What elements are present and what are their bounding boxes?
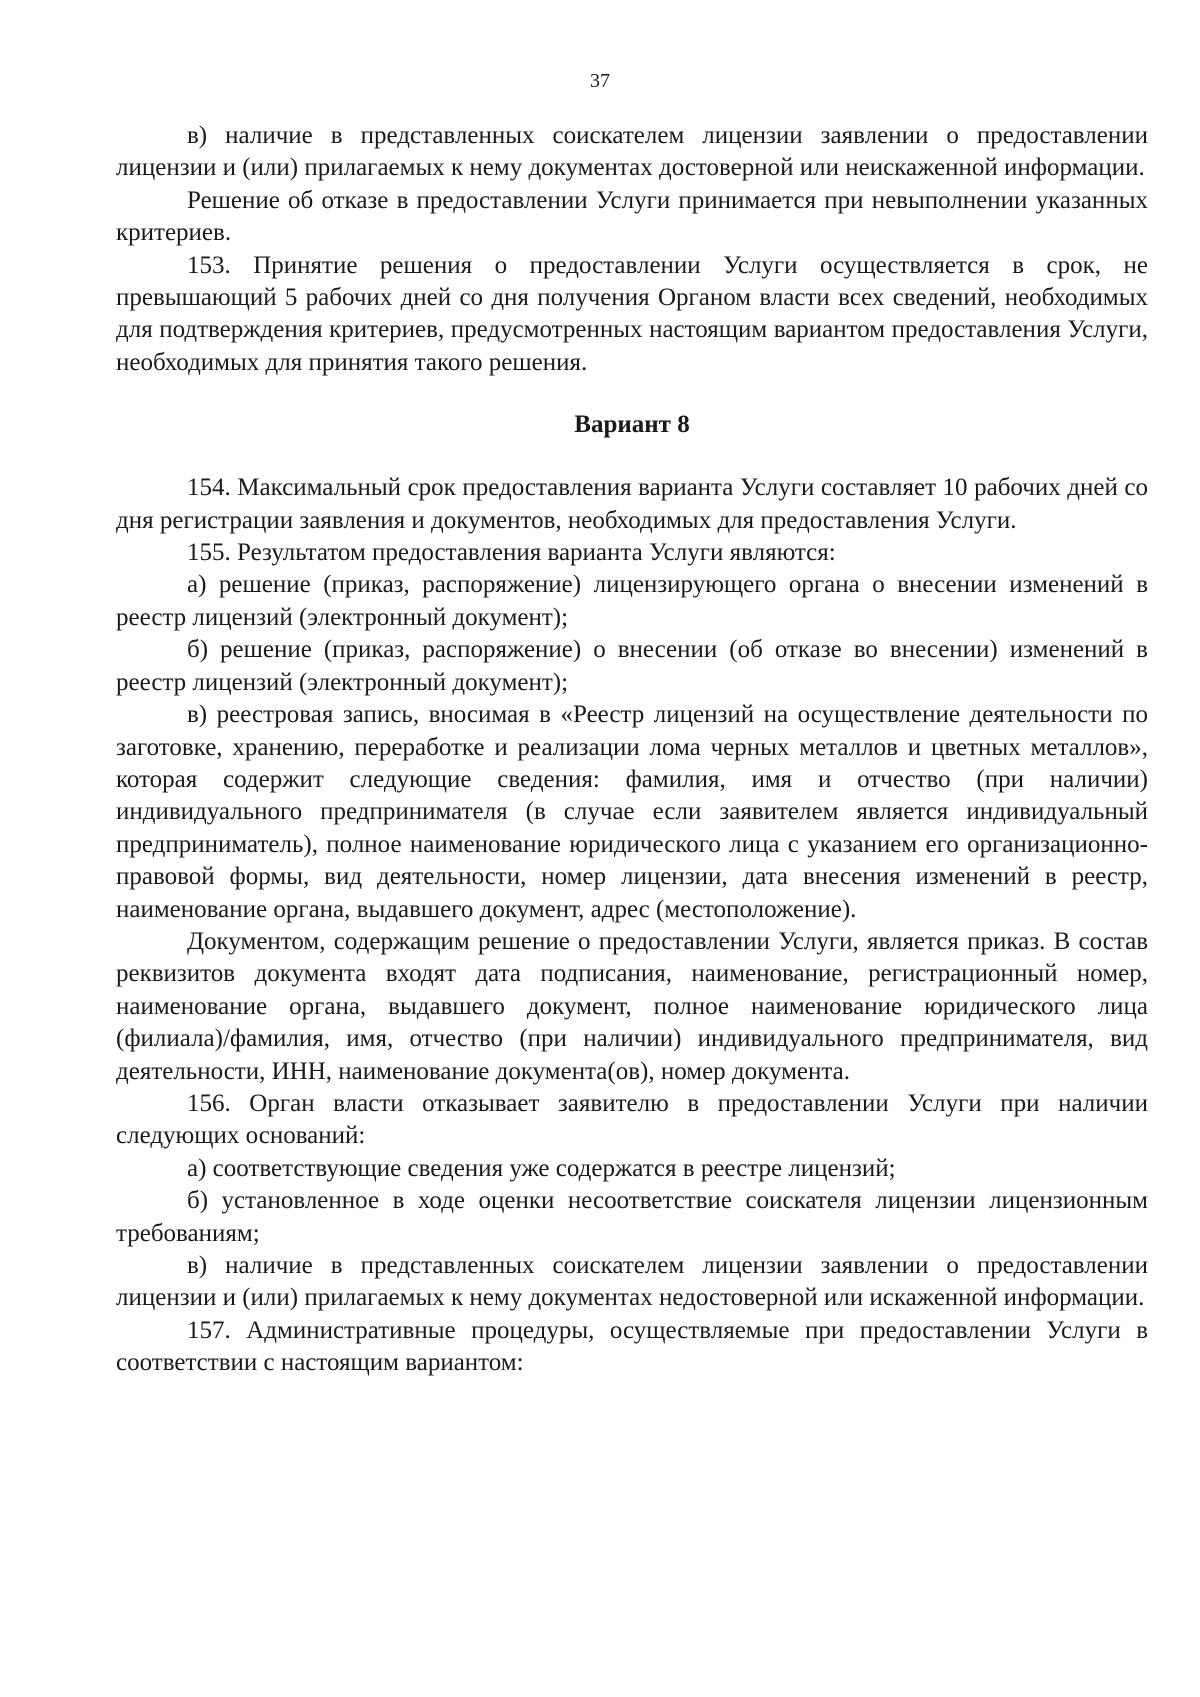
paragraph-refusal-decision: Решение об отказе в предоставлении Услуги принимается при невыполнении указанных критериев. [116, 186, 1148, 247]
paragraph-156-item-a: а) соответствующие сведения уже содержатся в реестре лицензий; [187, 1154, 896, 1182]
paragraph-155-item-b: б) решение (приказ, распоряжение) о внесении (об отказе во внесении) изменений в реестр лицензий (электронный документ); [116, 636, 1148, 696]
page-number: 37 [590, 70, 610, 92]
paragraph-decision-document: Документом, содержащим решение о предоставлении Услуги, является приказ. В состав реквизитов документа входят дата подписания, наименование, регистрационный номер, наименование органа, выдавшего документ, полное наименование юридического лица (филиала)/фамилия, имя, отчество (при наличии) индивидуального предпринимателя, вид деятельности, ИНН, наименование документа(ов), номер документа. [116, 927, 1148, 1085]
paragraph-156: 156. Орган власти отказывает заявителю в предоставлении Услуги при наличии следующих оснований: [116, 1089, 1148, 1150]
paragraph-157: 157. Административные процедуры, осуществляемые при предоставлении Услуги в соответствии с настоящим вариантом: [116, 1316, 1148, 1377]
paragraph-155: 155. Результатом предоставления варианта Услуги являются: [187, 539, 836, 567]
paragraph-153: 153. Принятие решения о предоставлении Услуги осуществляется в срок, не превышающий 5 рабочих дней со дня получения Органом власти всех сведений, необходимых для подтверждения критериев, предусмотренных настоящим вариантом предоставления Услуги, необходимых для принятия такого решения. [116, 251, 1148, 376]
paragraph-155-item-a: а) решение (приказ, распоряжение) лицензирующего органа о внесении изменений в реестр лицензий (электронный документ); [116, 571, 1148, 631]
section-heading-variant-8: Вариант 8 [574, 411, 690, 439]
document-body [116, 120, 1148, 1380]
paragraph-154: 154. Максимальный срок предоставления варианта Услуги составляет 10 рабочих дней со дня регистрации заявления и документов, необходимых для предоставления Услуги. [116, 474, 1148, 534]
paragraph-156-item-v: в) наличие в представленных соискателем лицензии заявлении о предоставлении лицензии и (или) прилагаемых к нему документах недостоверной или искаженной информации. [116, 1252, 1148, 1312]
paragraph-152-criterion-v: в) наличие в представленных соискателем лицензии заявлении о предоставлении лицензии и (или) прилагаемых к нему документах достоверной или неискаженной информации. [116, 122, 1148, 182]
paragraph-155-item-v: в) реестровая запись, вносимая в «Реестр лицензий на осуществление деятельности по заготовке, хранению, переработке и реализации лома черных металлов и цветных металлов», которая содержит следующие сведения: фамилия, имя и отчество (при наличии) индивидуального предпринимателя (в случае если заявителем является индивидуальный предприниматель), полное наименование юридического лица с указанием его организационно-правовой формы, вид деятельности, номер лицензии, дата внесения изменений в реестр, наименование органа, выдавшего документ, адрес (местоположение). [116, 701, 1148, 923]
paragraph-156-item-b: б) установленное в ходе оценки несоответствие соискателя лицензии лицензионным требованиям; [116, 1187, 1148, 1247]
